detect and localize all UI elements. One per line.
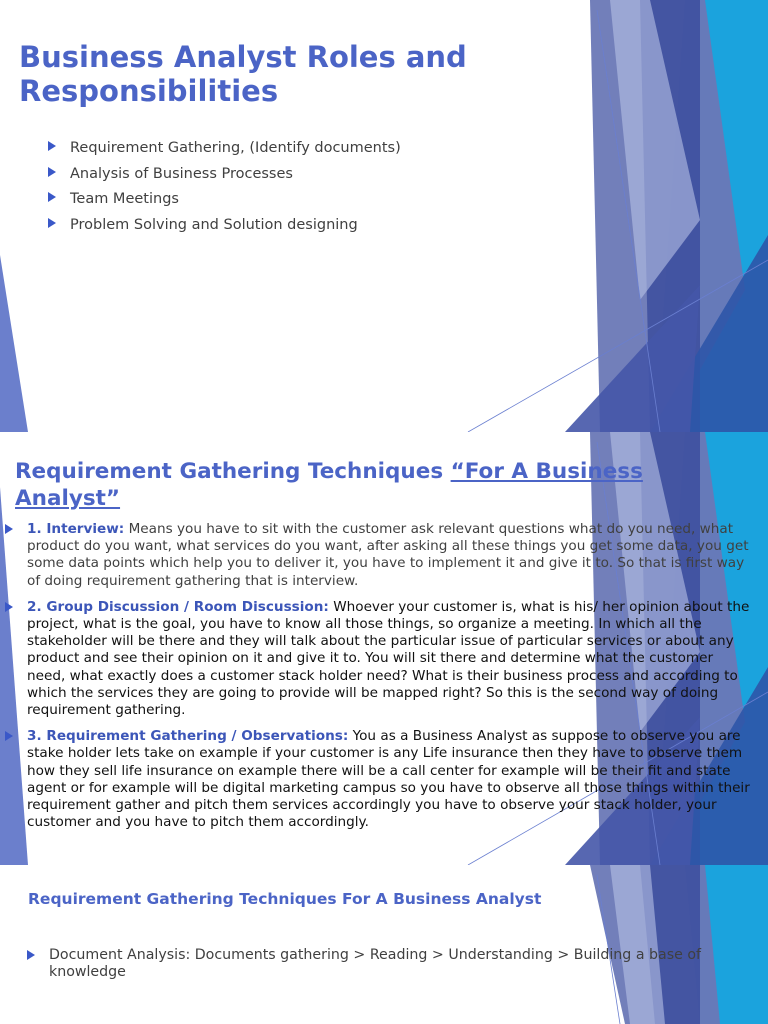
item-heading: 1. Interview: xyxy=(27,521,125,537)
section-title-link[interactable]: “For A Business Analyst” xyxy=(15,459,643,511)
list-item-text: Problem Solving and Solution designing xyxy=(70,216,358,233)
item-text: Whoever your customer is, what is his/ her opinion about the project, what is the goal, you have to know all those things, so organize a meeting. In which all the stakeholder will be there and they will talk about the particular issue of particular services or about any product and see their opinion on it and give it to. You will sit there and determine what the customer need, what exactly does a customer stack holder need? What is their business process and according to which the services they are going to provide will be mapped right? So this is the second way of doing requirement gathering. xyxy=(27,598,750,719)
slide-roles xyxy=(0,0,768,432)
list-item-text: Team Meetings xyxy=(70,191,179,207)
bullet-arrow-icon xyxy=(5,524,13,534)
list-item-text: Document Analysis: Documents gathering > Reading > Understanding > Building a base of knowledge xyxy=(49,947,702,980)
list-item-text: Requirement Gathering, (Identify documents) xyxy=(70,140,401,156)
slide-techniques xyxy=(0,432,768,865)
slide-document-analysis xyxy=(0,865,768,1024)
bullet-arrow-icon xyxy=(48,167,56,177)
list-item xyxy=(5,521,750,590)
bullet-arrow-icon xyxy=(48,192,56,202)
page-title: Business Analyst Roles and Responsibilities xyxy=(19,40,467,108)
list-item-text: Analysis of Business Processes xyxy=(70,165,293,182)
bullet-arrow-icon xyxy=(5,602,13,612)
list-item xyxy=(27,947,727,981)
bullet-arrow-icon xyxy=(48,218,56,228)
item-text: Means you have to sit with the customer ask relevant questions what do you need, what product do you want, what services do you want, after asking all these things you get some data, you get some data points which help you to deliver it, you have to implement it and give it to. So that is first way of doing requirement gathering that is interview. xyxy=(27,521,749,589)
roles-list xyxy=(48,138,401,240)
bullet-arrow-icon xyxy=(27,950,35,960)
list-item xyxy=(48,164,401,190)
list-item xyxy=(48,189,401,215)
section-title-text: Requirement Gathering Techniques xyxy=(15,459,451,484)
section-title xyxy=(15,458,695,512)
techniques-list xyxy=(5,521,750,831)
bullet-arrow-icon xyxy=(5,731,13,741)
list-item xyxy=(5,599,750,719)
list-item xyxy=(5,728,750,831)
section-title: Requirement Gathering Techniques For A Business Analyst xyxy=(28,890,542,908)
document-analysis-list xyxy=(27,947,727,981)
list-item xyxy=(48,138,401,164)
item-text: You as a Business Analyst as suppose to observe you are stake holder lets take on example if your customer is any Life insurance then they have to observe them how they sell life insurance on example there will be a call center for example will be their fit and state agent or for example will be digital marketing campus so you have to observe all those things within their requirement gather and pitch them services accordingly you have to observe your stack holder, your customer and you have to pitch them accordingly. xyxy=(27,728,750,831)
item-heading: 3. Requirement Gathering / Observations: xyxy=(27,728,349,745)
item-heading: 2. Group Discussion / Room Discussion: xyxy=(27,598,329,615)
list-item xyxy=(48,215,401,241)
bullet-arrow-icon xyxy=(48,141,56,151)
